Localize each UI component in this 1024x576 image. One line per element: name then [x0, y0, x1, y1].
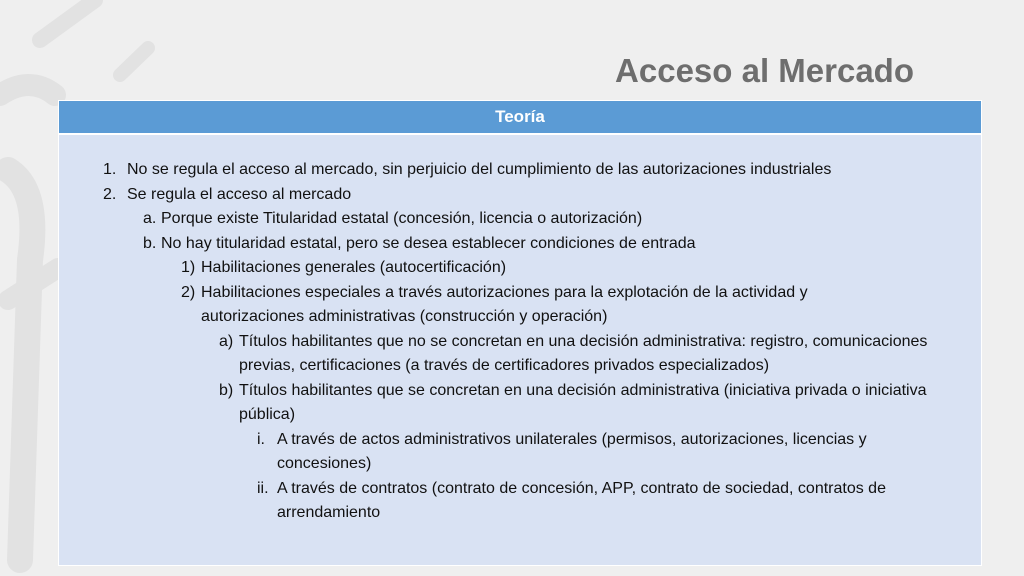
list-item-text: Porque existe Titularidad estatal (concesión, licencia o autorización): [161, 210, 643, 227]
table-header: Teoría: [59, 101, 981, 135]
list-item: [59, 158, 981, 183]
list-marker: 2.: [103, 185, 117, 203]
list-item: [59, 477, 981, 526]
list-item-text: Se regula el acceso al mercado: [127, 185, 352, 203]
list-marker: a): [219, 332, 234, 350]
list-item: [59, 428, 981, 477]
list-item: [59, 330, 981, 379]
slide-title: Acceso al Mercado: [615, 52, 914, 89]
list-item: [59, 379, 981, 428]
list-item-text: Títulos habilitantes que no se concretan en una decisión administrativa: registro, comunicaciones previas, certificaciones (a través de certificadores privados especializados): [239, 332, 928, 374]
list-item-text: No hay titularidad estatal, pero se desea establecer condiciones de entrada: [161, 234, 696, 252]
list-marker: b.: [143, 234, 157, 252]
list-item-text: Habilitaciones especiales a través autorizaciones para la explotación de la actividad y autorizaciones administrativas (construcción y operación): [201, 283, 808, 325]
list-marker: 1): [181, 259, 196, 276]
list-item-text: Títulos habilitantes que se concretan en una decisión administrativa (iniciativa privada o iniciativa pública): [239, 381, 927, 423]
list-marker: 2): [181, 283, 196, 301]
list-item-text: Habilitaciones generales (autocertificación): [201, 259, 507, 276]
list-item: [59, 256, 981, 281]
list-item: [59, 207, 981, 232]
list-item: [59, 183, 981, 208]
list-item: [59, 232, 981, 257]
list-item-text: A través de actos administrativos unilaterales (permisos, autorizaciones, licencias y concesiones): [277, 430, 867, 472]
list-marker: ii.: [257, 479, 269, 497]
list-item: [59, 281, 981, 330]
table-body: [59, 135, 981, 526]
list-marker: i.: [257, 430, 265, 448]
content-table: [58, 100, 982, 566]
list-marker: 1.: [103, 161, 117, 178]
list-item-text: A través de contratos (contrato de concesión, APP, contrato de sociedad, contratos de arrendamiento: [277, 479, 886, 521]
list-item-text: No se regula el acceso al mercado, sin perjuicio del cumplimiento de las autorizaciones industriales: [127, 161, 832, 178]
list-marker: b): [219, 381, 234, 399]
list-marker: a.: [143, 210, 157, 227]
